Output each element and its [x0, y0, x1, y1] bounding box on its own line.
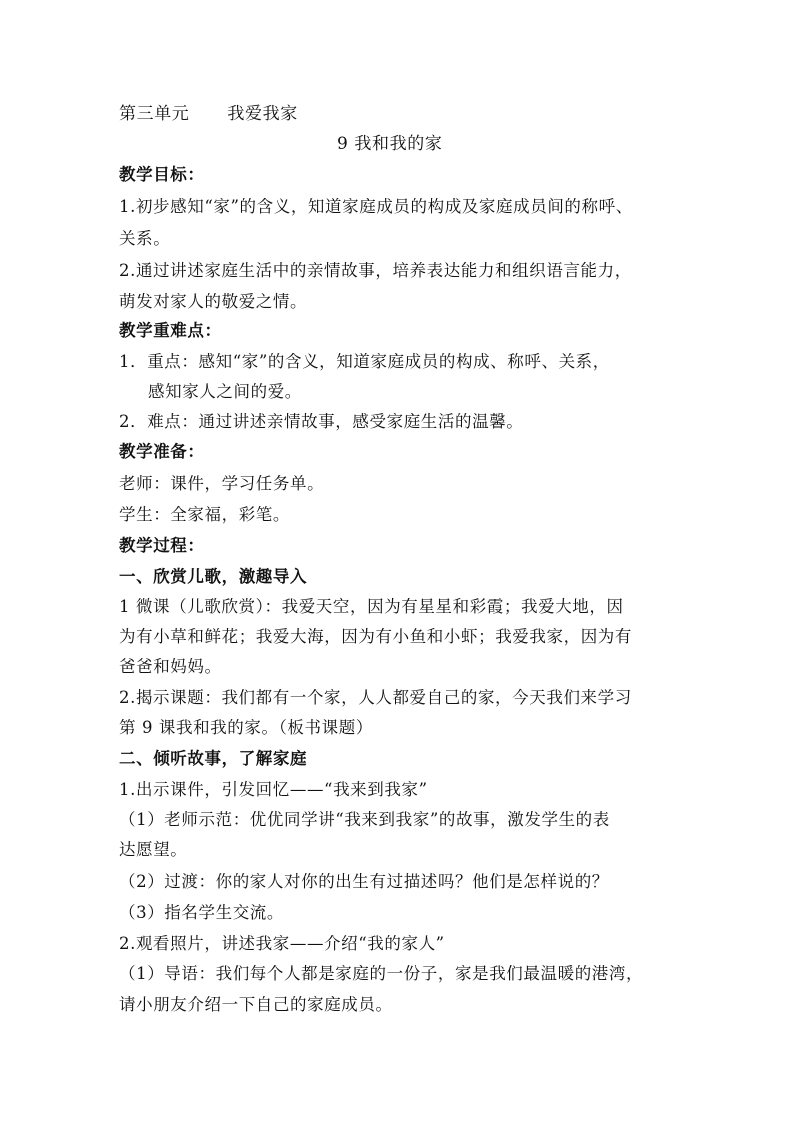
preparation-student: 学生：全家福，彩笔。: [119, 505, 290, 524]
section-2-p1-b: （2）过渡：你的家人对你的出生有过描述吗？他们是怎样说的？: [119, 872, 609, 891]
key-point-1-line-2: 感知家人之间的爱。: [148, 382, 302, 401]
section-1-p1-line-1: 1 微课（儿歌欣赏）：我爱天空，因为有星星和彩霞；我爱大地，因: [119, 597, 624, 616]
section-2-p2: 2.观看照片，讲述我家——介绍“我的家人”: [119, 934, 445, 953]
unit-number: 第三单元: [119, 104, 190, 124]
key-points-heading: 教学重难点：: [119, 321, 222, 340]
section-1-p2-line-2: 第 9 课我和我的家。（板书课题）: [119, 718, 373, 737]
unit-name: 我爱我家: [227, 104, 298, 124]
objectives-heading: 教学目标：: [119, 165, 205, 184]
preparation-teacher: 老师：课件，学习任务单。: [119, 474, 325, 493]
section-1-p2-line-1: 2.揭示课题：我们都有一个家，人人都爱自己的家，今天我们来学习: [119, 688, 632, 707]
section-2-p2-a-line-2: 请小朋友介绍一下自己的家庭成员。: [119, 995, 393, 1014]
objective-2-line-2: 萌发对家人的敬爱之情。: [119, 292, 308, 311]
section-2-p1-a-line-1: （1）老师示范：优优同学讲“我来到我家”的故事，激发学生的表: [119, 810, 610, 829]
key-point-1-line-1: 1．重点：感知“家”的含义，知道家庭成员的构成、称呼、关系，: [119, 352, 610, 371]
section-2-title: 二、倾听故事，了解家庭: [119, 749, 308, 768]
preparation-heading: 教学准备：: [119, 442, 205, 461]
section-2-p2-a-line-1: （1）导语：我们每个人都是家庭的一份子，家是我们最温暖的港湾，: [119, 964, 644, 983]
key-point-2: 2．难点：通过讲述亲情故事，感受家庭生活的温馨。: [119, 412, 524, 431]
objective-1-line-2: 关系。: [119, 229, 171, 248]
unit-title: [119, 104, 298, 124]
lesson-title: 9 我和我的家: [337, 134, 443, 154]
section-2-p1-a-line-2: 达愿望。: [119, 840, 188, 859]
section-2-p1-c: （3）指名学生交流。: [119, 903, 284, 922]
section-2-p1: 1.出示课件，引发回忆——“我来到我家”: [119, 780, 428, 799]
section-1-p1-line-2: 为有小草和鲜花；我爱大海，因为有小鱼和小虾；我爱我家，因为有: [119, 627, 632, 646]
section-1-p1-line-3: 爸爸和妈妈。: [119, 657, 222, 676]
section-1-title: 一、欣赏儿歌，激趣导入: [119, 567, 308, 586]
objective-1-line-1: 1.初步感知“家”的含义，知道家庭成员的构成及家庭成员间的称呼、: [119, 197, 633, 216]
objective-2-line-1: 2.通过讲述家庭生活中的亲情故事，培养表达能力和组织语言能力，: [119, 261, 632, 280]
process-heading: 教学过程：: [119, 536, 205, 555]
